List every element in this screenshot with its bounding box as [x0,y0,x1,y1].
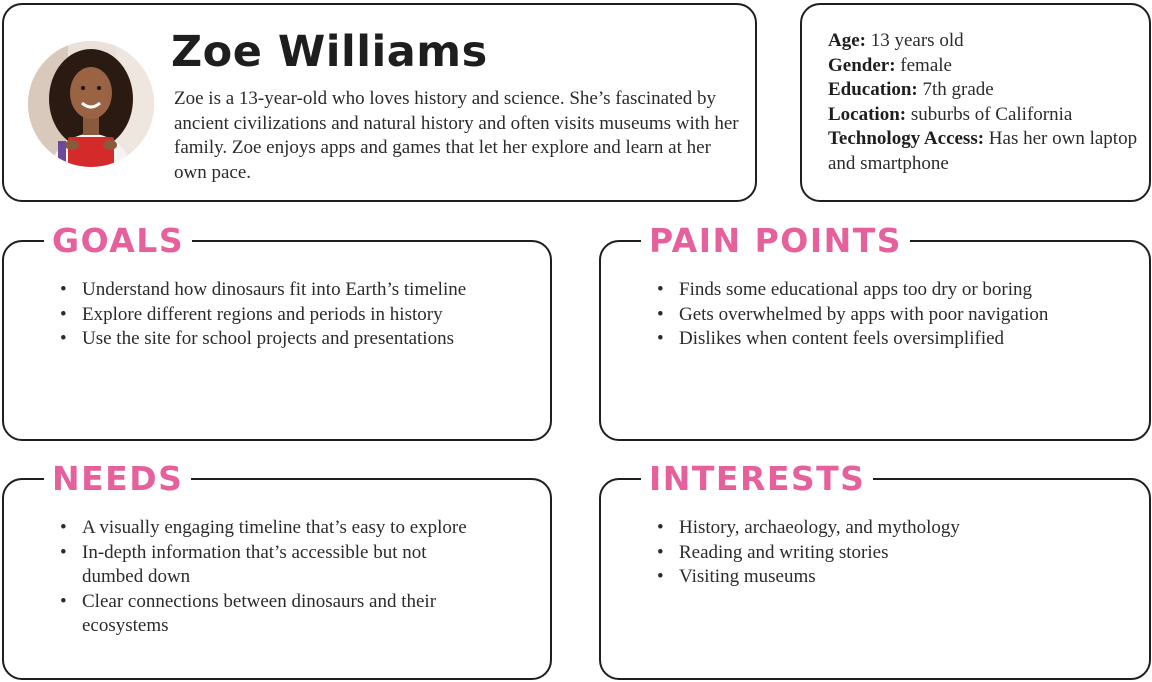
list-item: • Visiting museums [657,565,1109,590]
needs-title: NEEDS [44,459,191,499]
pain-points-title: PAIN POINTS [641,221,910,261]
list-item: • Dislikes when content feels oversimplified [657,327,1109,352]
list-item: • In-depth information that’s accessible but not dumbed down [60,541,480,590]
profile-card [2,3,757,202]
list-item: • Use the site for school projects and presentations [60,327,480,352]
detail-label: Gender: [828,54,896,76]
detail-label: Education: [828,79,918,100]
detail-label: Location: [828,103,907,125]
goals-card [2,221,552,441]
detail-value: suburbs of California [906,103,1073,125]
details-card [800,3,1151,202]
persona-bio: Zoe is a 13-year-old who loves history and science. She’s fascinated by ancient civilizations and natural history and often visits museums with her family. Zoe enjoys apps and games that let her explore and learn at her own pace. [174,88,739,183]
detail-value: Has her own laptop and smartphone [828,128,1138,174]
persona-name: Zoe Williams [171,27,488,77]
detail-value: female [895,54,952,76]
pain-points-list [657,278,1109,352]
interests-card [599,459,1151,680]
detail-location [828,103,1138,128]
avatar-illustration [28,41,154,167]
list-item: • Clear connections between dinosaurs and their ecosystems [60,590,480,639]
list-item: • History, archaeology, and mythology [657,516,1109,541]
list-item: • Reading and writing stories [657,541,1109,566]
list-item: • Finds some educational apps too dry or boring [657,278,1109,303]
goals-title: GOALS [44,221,192,261]
list-item: • Gets overwhelmed by apps with poor navigation [657,303,1109,328]
list-item: • Explore different regions and periods in history [60,303,480,328]
pain-points-card [599,221,1151,441]
detail-technology-access [828,127,1138,176]
detail-label: Age: [828,30,866,51]
detail-education [828,78,1138,103]
detail-gender [828,54,1138,79]
interests-list [657,516,1109,590]
avatar [28,41,154,167]
list-item: • Understand how dinosaurs fit into Earth’s timeline [60,278,480,303]
detail-value: 13 years old [865,30,964,51]
detail-age [828,29,1138,54]
interests-title: INTERESTS [641,459,873,499]
goals-list [60,278,480,352]
needs-card [2,459,552,680]
needs-list [60,516,480,639]
details-list [828,29,1138,176]
detail-label: Technology Access: [828,128,985,149]
detail-value: 7th grade [917,79,994,100]
list-item: • A visually engaging timeline that’s easy to explore [60,516,480,541]
